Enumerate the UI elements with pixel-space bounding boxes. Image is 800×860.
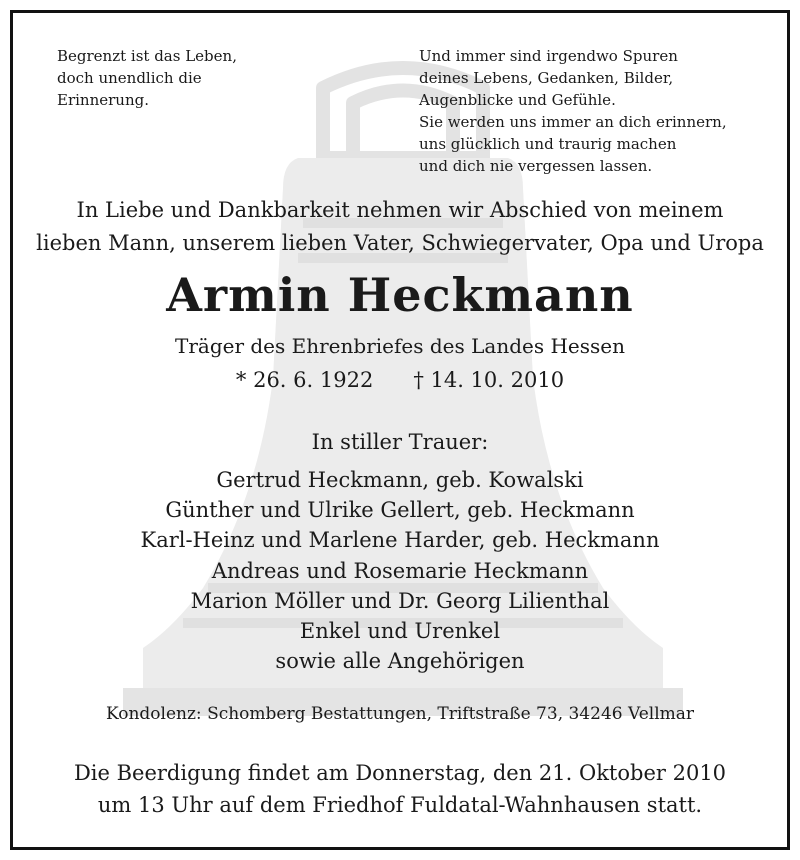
funeral-line: Die Beerdigung findet am Donnerstag, den 21. Oktober 2010 (73, 761, 727, 785)
funeral-line: um 13 Uhr auf dem Friedhof Fuldatal-Wahnhausen statt. (97, 793, 703, 817)
poem-left-line: Begrenzt ist das Leben, (57, 47, 237, 65)
mourner-entry: Andreas und Rosemarie Heckmann (211, 558, 589, 583)
poem-left-line: Erinnerung. (57, 91, 149, 109)
intro-line: In Liebe und Dankbarkeit nehmen wir Abschied von meinem (76, 198, 724, 222)
mourner-entry: Enkel und Urenkel (299, 619, 501, 644)
mourner-entry: Gertrud Heckmann, geb. Kowalski (216, 468, 584, 492)
death-date: † 14. 10. 2010 (413, 368, 565, 392)
deceased-name: Armin Heckmann (166, 268, 634, 322)
mourner-entry: Günther und Ulrike Gellert, geb. Heckmann (165, 498, 635, 523)
poem-right-line: und dich nie vergessen lassen. (419, 157, 653, 175)
poem-right-line: uns glücklich und traurig machen (419, 135, 677, 153)
poem-right-line: Augenblicke und Gefühle. (419, 91, 616, 109)
poem-right (419, 45, 727, 177)
condolence-address: Kondolenz: Schomberg Bestattungen, Triftstraße 73, 34246 Vellmar (105, 704, 695, 724)
life-dates (13, 366, 787, 394)
funeral-info (13, 757, 787, 821)
obituary-notice (10, 10, 790, 850)
poem-left-line: doch unendlich die (57, 69, 202, 87)
mourner-entry: Karl-Heinz und Marlene Harder, geb. Heckmann (140, 528, 660, 553)
birth-date: * 26. 6. 1922 (235, 368, 374, 392)
mourning-title: In stiller Trauer: (311, 430, 489, 454)
poem-right-line: Und immer sind irgendwo Spuren (419, 47, 678, 65)
mourner-entry: Marion Möller und Dr. Georg Lilienthal (190, 588, 610, 613)
poem-right-line: deines Lebens, Gedanken, Bilder, (419, 69, 674, 87)
poem-right-line: Sie werden uns immer an dich erinnern, (419, 113, 727, 131)
mourner-entry: sowie alle Angehörigen (275, 649, 525, 674)
mourners-list (13, 465, 787, 676)
intro-text (13, 194, 787, 260)
poem-left (57, 45, 237, 111)
honor-title: Träger des Ehrenbriefes des Landes Hessen (175, 334, 625, 358)
intro-line: lieben Mann, unserem lieben Vater, Schwiegervater, Opa und Uropa (36, 231, 764, 255)
